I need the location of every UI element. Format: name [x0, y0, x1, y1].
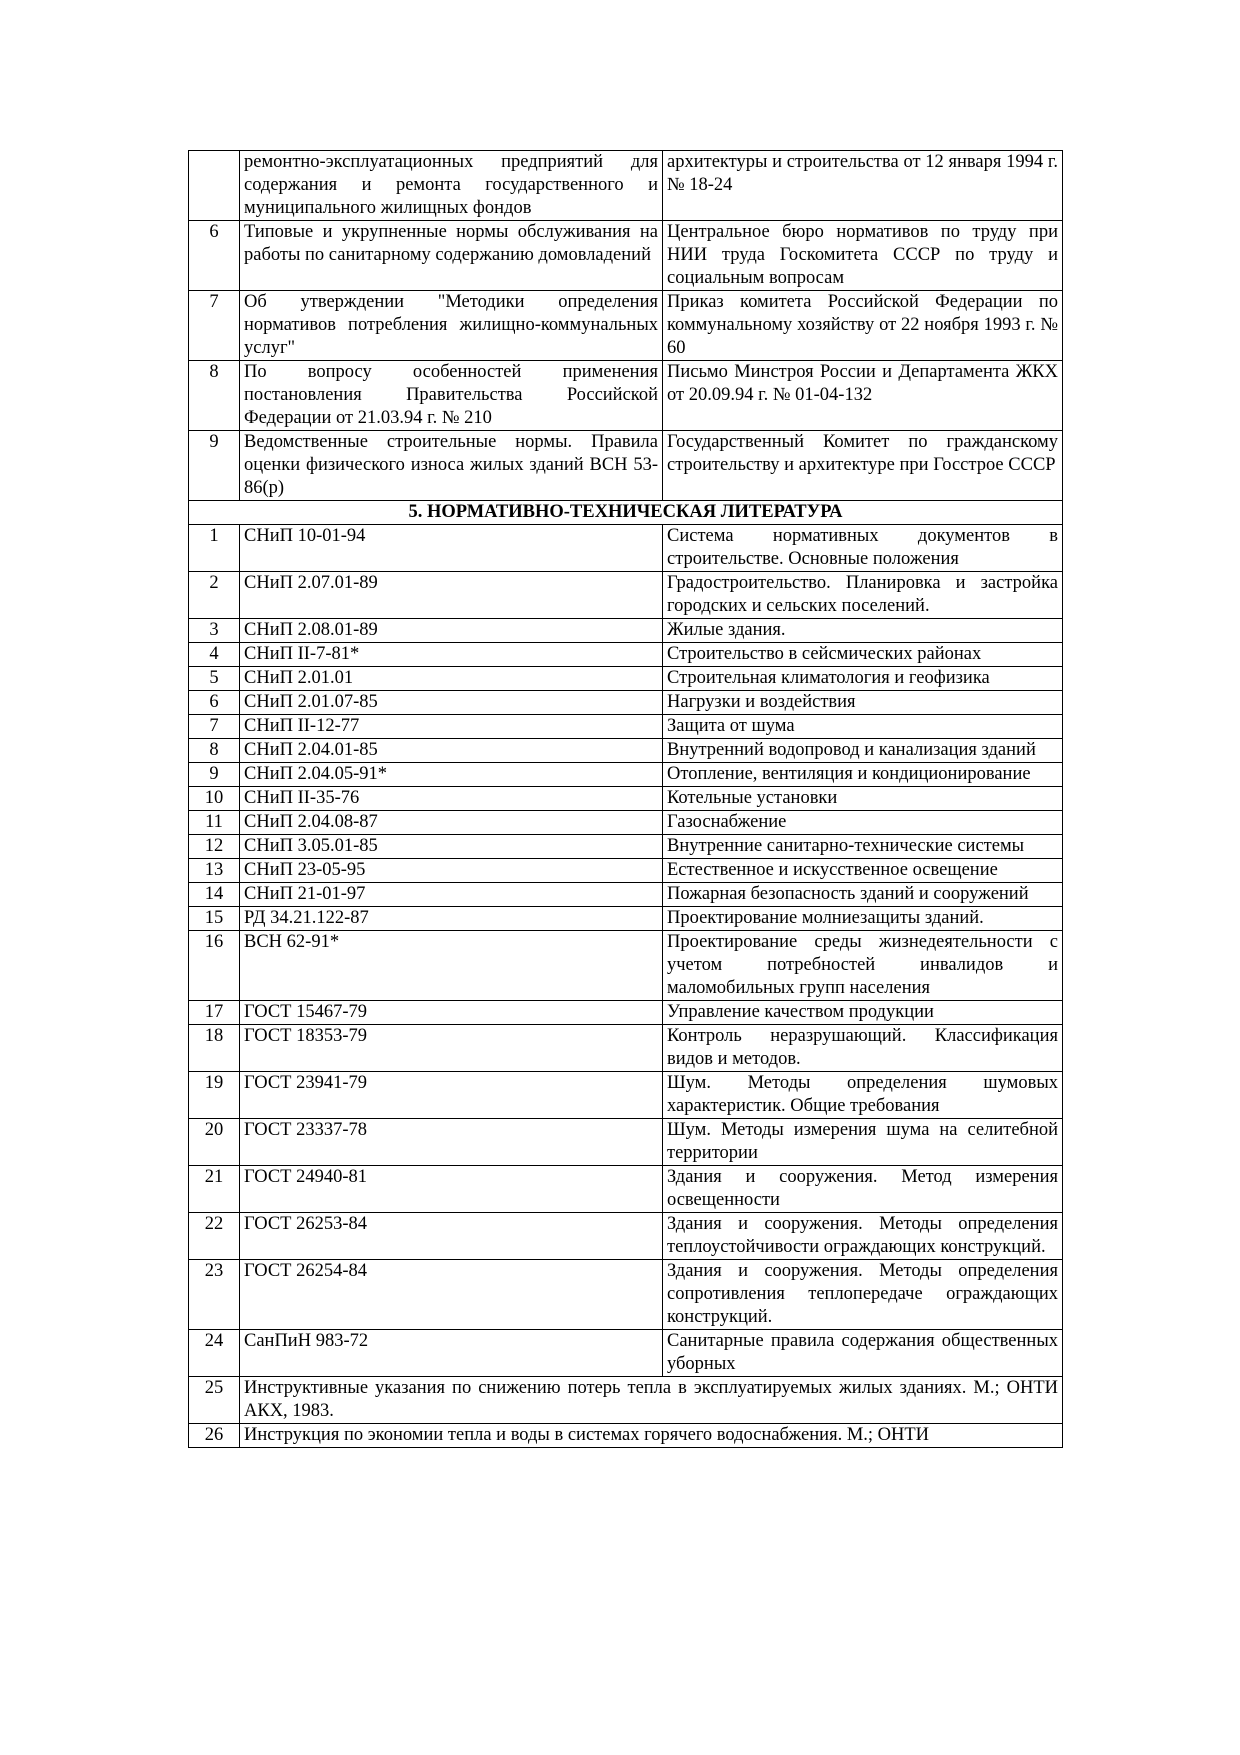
norm-title: Градостроительство. Планировка и застройка городских и сельских поселений.	[663, 572, 1063, 619]
norm-title: Проектирование молниезащиты зданий.	[663, 907, 1063, 931]
table-row	[189, 1119, 1063, 1166]
table-row	[189, 883, 1063, 907]
table-body-top	[189, 151, 1063, 501]
table-section	[189, 501, 1063, 525]
table-row	[189, 221, 1063, 291]
document-name: Типовые и укрупненные нормы обслуживания на работы по санитарному содержанию домовладений	[240, 221, 663, 291]
table-row	[189, 667, 1063, 691]
table-row	[189, 811, 1063, 835]
table-row	[189, 715, 1063, 739]
norm-title: Внутренние санитарно-технические системы	[663, 835, 1063, 859]
norm-title: Здания и сооружения. Метод измерения освещенности	[663, 1166, 1063, 1213]
section-title: 5. НОРМАТИВНО-ТЕХНИЧЕСКАЯ ЛИТЕРАТУРА	[189, 501, 1063, 525]
row-number: 21	[189, 1166, 240, 1213]
norm-code: ГОСТ 23337-78	[240, 1119, 663, 1166]
norm-code: СНиП 3.05.01-85	[240, 835, 663, 859]
table-row	[189, 763, 1063, 787]
table-row	[189, 1166, 1063, 1213]
norm-title: Проектирование среды жизнедеятельности с учетом потребностей инвалидов и маломобильных групп населения	[663, 931, 1063, 1001]
row-number: 13	[189, 859, 240, 883]
row-number: 2	[189, 572, 240, 619]
regulations-table	[188, 150, 1063, 1448]
row-number: 6	[189, 691, 240, 715]
norm-title: Строительная климатология и геофизика	[663, 667, 1063, 691]
row-number: 9	[189, 431, 240, 501]
norm-code: СНиП 21-01-97	[240, 883, 663, 907]
document-name: ремонтно-эксплуатационных предприятий для содержания и ремонта государственного и муниципального жилищных фондов	[240, 151, 663, 221]
norm-code: ГОСТ 24940-81	[240, 1166, 663, 1213]
norm-code: СНиП 2.07.01-89	[240, 572, 663, 619]
norm-title: Внутренний водопровод и канализация зданий	[663, 739, 1063, 763]
document-name: По вопросу особенностей применения постановления Правительства Российской Федерации от 21.03.94 г. № 210	[240, 361, 663, 431]
norm-title: Здания и сооружения. Методы определения сопротивления теплопередаче ограждающих конструкций.	[663, 1260, 1063, 1330]
table-row	[189, 525, 1063, 572]
norm-code: СНиП 2.04.01-85	[240, 739, 663, 763]
table-row	[189, 787, 1063, 811]
norm-code: СНиП 2.01.01	[240, 667, 663, 691]
norm-code: СанПиН 983-72	[240, 1330, 663, 1377]
row-number: 23	[189, 1260, 240, 1330]
table-row	[189, 1213, 1063, 1260]
row-number: 15	[189, 907, 240, 931]
table-row	[189, 1072, 1063, 1119]
norm-title: Отопление, вентиляция и кондиционирование	[663, 763, 1063, 787]
row-number: 17	[189, 1001, 240, 1025]
norm-code: СНиП II-35-76	[240, 787, 663, 811]
row-number: 14	[189, 883, 240, 907]
table-row	[189, 859, 1063, 883]
norm-code: ГОСТ 18353-79	[240, 1025, 663, 1072]
table-row	[189, 572, 1063, 619]
document-name: Ведомственные строительные нормы. Правила оценки физического износа жилых зданий ВСН 53-86(р)	[240, 431, 663, 501]
norm-title: Здания и сооружения. Методы определения теплоустойчивости ограждающих конструкций.	[663, 1213, 1063, 1260]
row-number: 11	[189, 811, 240, 835]
norm-title: Система нормативных документов в строительстве. Основные положения	[663, 525, 1063, 572]
norm-title: Защита от шума	[663, 715, 1063, 739]
norm-code: СНиП 23-05-95	[240, 859, 663, 883]
norm-code: ГОСТ 26254-84	[240, 1260, 663, 1330]
row-number: 24	[189, 1330, 240, 1377]
norm-code: СНиП 2.04.05-91*	[240, 763, 663, 787]
row-number: 7	[189, 715, 240, 739]
table-row	[189, 619, 1063, 643]
norm-title: Газоснабжение	[663, 811, 1063, 835]
row-number: 1	[189, 525, 240, 572]
norm-code: СНиП 2.08.01-89	[240, 619, 663, 643]
norm-title: Жилые здания.	[663, 619, 1063, 643]
table-row	[189, 1025, 1063, 1072]
row-number: 4	[189, 643, 240, 667]
norm-code: СНиП 2.04.08-87	[240, 811, 663, 835]
norm-code: СНиП II-12-77	[240, 715, 663, 739]
row-number: 22	[189, 1213, 240, 1260]
norm-title: Нагрузки и воздействия	[663, 691, 1063, 715]
table-row	[189, 151, 1063, 221]
table-row	[189, 1424, 1063, 1448]
approved-by: Письмо Минстроя России и Департамента ЖКХ от 20.09.94 г. № 01-04-132	[663, 361, 1063, 431]
table-row	[189, 1001, 1063, 1025]
table-row	[189, 739, 1063, 763]
norm-code: РД 34.21.122-87	[240, 907, 663, 931]
table-row	[189, 1260, 1063, 1330]
row-number: 16	[189, 931, 240, 1001]
table-row	[189, 691, 1063, 715]
row-number: 19	[189, 1072, 240, 1119]
table-body-norms	[189, 525, 1063, 1377]
norm-title: Естественное и искусственное освещение	[663, 859, 1063, 883]
norm-title: Строительство в сейсмических районах	[663, 643, 1063, 667]
norm-code: ГОСТ 23941-79	[240, 1072, 663, 1119]
row-number: 26	[189, 1424, 240, 1448]
approved-by: Центральное бюро нормативов по труду при НИИ труда Госкомитета СССР по труду и социальным вопросам	[663, 221, 1063, 291]
table-row	[189, 835, 1063, 859]
section-header-row	[189, 501, 1063, 525]
table-row	[189, 643, 1063, 667]
table-row	[189, 907, 1063, 931]
row-number: 25	[189, 1377, 240, 1424]
norm-title: Шум. Методы определения шумовых характеристик. Общие требования	[663, 1072, 1063, 1119]
norm-title: Пожарная безопасность зданий и сооружений	[663, 883, 1063, 907]
row-number: 8	[189, 739, 240, 763]
norm-code: ГОСТ 26253-84	[240, 1213, 663, 1260]
norm-code: СНиП 2.01.07-85	[240, 691, 663, 715]
table-row	[189, 1377, 1063, 1424]
norm-title: Шум. Методы измерения шума на селитебной территории	[663, 1119, 1063, 1166]
row-number: 7	[189, 291, 240, 361]
row-number: 3	[189, 619, 240, 643]
document-name: Об утверждении "Методики определения нормативов потребления жилищно-коммунальных услуг"	[240, 291, 663, 361]
table-row	[189, 931, 1063, 1001]
norm-title: Санитарные правила содержания общественных уборных	[663, 1330, 1063, 1377]
norm-code: СНиП II-7-81*	[240, 643, 663, 667]
table-row	[189, 431, 1063, 501]
row-number: 5	[189, 667, 240, 691]
norm-code: ВСН 62-91*	[240, 931, 663, 1001]
row-number: 9	[189, 763, 240, 787]
row-number: 10	[189, 787, 240, 811]
table-row	[189, 361, 1063, 431]
norm-title: Котельные установки	[663, 787, 1063, 811]
norm-title: Контроль неразрушающий. Классификация видов и методов.	[663, 1025, 1063, 1072]
table-body-wide	[189, 1377, 1063, 1448]
table-row	[189, 1330, 1063, 1377]
approved-by: Приказ комитета Российской Федерации по коммунальному хозяйству от 22 ноября 1993 г. № 60	[663, 291, 1063, 361]
row-number: 18	[189, 1025, 240, 1072]
row-number	[189, 151, 240, 221]
document-page	[188, 150, 1062, 1448]
approved-by: Государственный Комитет по гражданскому строительству и архитектуре при Госстрое СССР	[663, 431, 1063, 501]
table-row	[189, 291, 1063, 361]
row-number: 20	[189, 1119, 240, 1166]
norm-code: СНиП 10-01-94	[240, 525, 663, 572]
document-description: Инструктивные указания по снижению потерь тепла в эксплуатируемых жилых зданиях. М.; ОНТИ АКХ, 1983.	[240, 1377, 1063, 1424]
row-number: 8	[189, 361, 240, 431]
row-number: 6	[189, 221, 240, 291]
document-description: Инструкция по экономии тепла и воды в системах горячего водоснабжения. М.; ОНТИ	[240, 1424, 1063, 1448]
norm-title: Управление качеством продукции	[663, 1001, 1063, 1025]
row-number: 12	[189, 835, 240, 859]
norm-code: ГОСТ 15467-79	[240, 1001, 663, 1025]
approved-by: архитектуры и строительства от 12 января 1994 г. № 18-24	[663, 151, 1063, 221]
